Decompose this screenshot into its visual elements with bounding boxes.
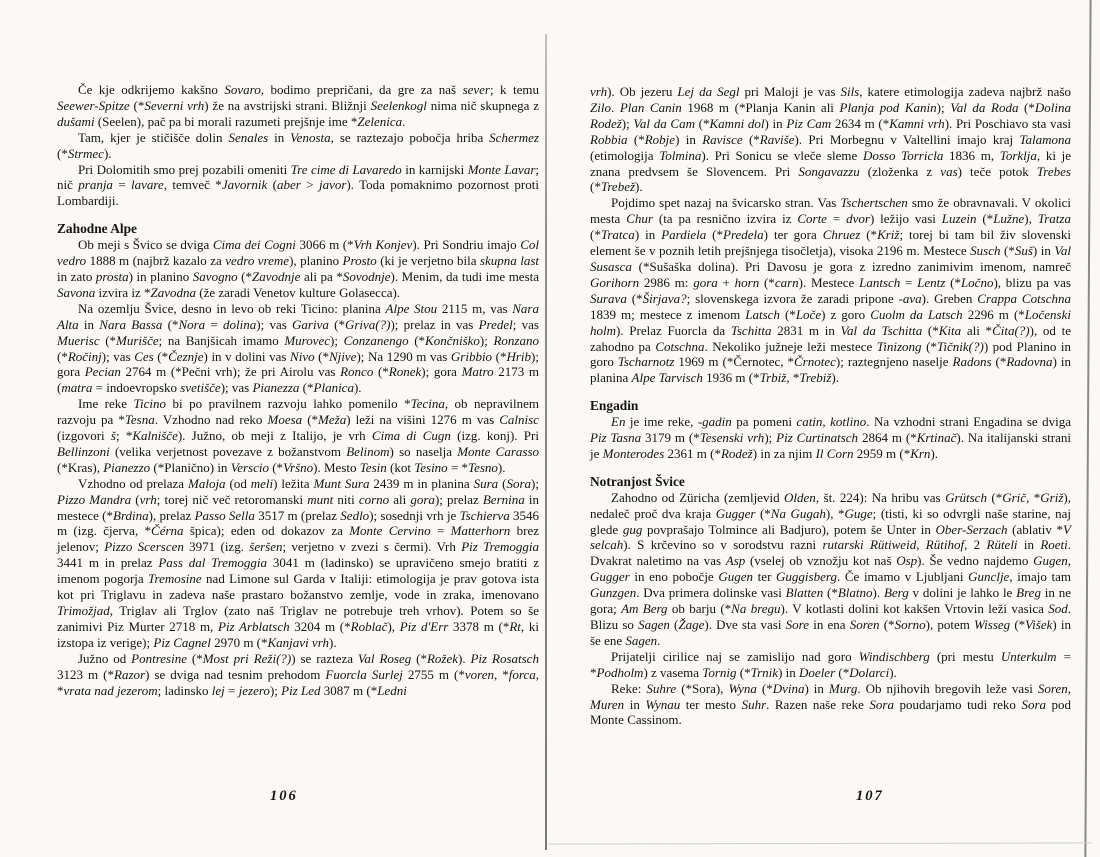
paragraph: vrh). Ob jezeru Lej da Segl pri Maloji je vas Sils, katere etimologija zadeva najbrž našo Zilo. Plan Canin 1968 m (*Planja Kanin ali Planja pod Kanin); Val da Roda (*Dolina Rodež); Val da Cam (*Kamni dol) in Piz Cam 2634 m (*Kamni vrh). Pri Poschiavo sta vasi Robbia (*Robje) in Ravisce (*Raviše). Pri Morbegnu v Valtellini imajo kraj Talamona (etimologija Tolmina). Pri Sonicu se vleče sleme Dosso Torricla 1836 m, Torklja, ki je znana predvsem še Slovencem. Pri Songavazzu (zloženka z vas) teče potok Trebes (*Trebež). bbox=[590, 84, 1072, 195]
scan-bottom-line bbox=[548, 842, 1092, 844]
paragraph: Pri Dolomitih smo prej pozabili omeniti Tre cime di Lavaredo in karnijski Monte Lavar; nič pranja = lavare, temveč *Javornik (aber > javor). Toda pomaknimo pozornost proti Lombardiji. bbox=[57, 161, 540, 209]
paragraph: Tam, kjer je stičišče dolin Senales in Venosta, se raztezajo pobočja hriba Schermez (*Strmec). bbox=[57, 129, 539, 161]
paragraph: Ime reke Ticino bi po pravilnem razvoju lahko pomenilo *Tecina, ob nepravilnem razvoju pa *Tesna. Vzhodno nad reko Moesa (*Meža) leži na višini 1276 m vas Calnisc (izgovori š; *Kalnišče). Južno, ob meji z Italijo, je vrh Cima di Cugn (izg. konj). Pri Bellinzoni (velika verjetnost povezave z božanstvom Belinom) so naselja Monte Carasso (*Kras), Pianezzo (*Planično) in Verscio (*Vršno). Mesto Tesin (kot Tesino = *Tesno). bbox=[57, 396, 540, 475]
page-number-left: 106 bbox=[270, 788, 298, 804]
right-page bbox=[590, 84, 1071, 728]
section-heading: Engadin bbox=[590, 398, 639, 414]
paragraph: Na ozemlju Švice, desno in levo ob reki Ticino: planina Alpe Stou 2115 m, vas Nara Alta in Nara Bassa (*Nora = dolina); vas Gariva (*Griva(?)); prelaz in vas Predel; vas Muerisc (*Murišče; na Banjšicah imamo Murovec); Conzanengo (*Končniško); Ronzano (*Ročinj); vas Ces (*Čeznje) in v dolini vas Nivo (*Njive); Na 1290 m vas Gribbio (*Hrib); gora Pecian 2764 m (*Pečni vrh); že pri Airolu vas Ronco (*Ronek); gora Matro 2173 m (matra = indoevropsko svetišče); vas Pianezza (*Planica). bbox=[57, 300, 539, 396]
scan-edge-line bbox=[1084, 0, 1091, 857]
paragraph: En je ime reke, -gadin pa pomeni catin, kotlino. Na vzhodni strani Engadina se dviga Piz Tasna 3179 m (*Tesenski vrh); Piz Curtinatsch 2864 m (*Krtinač). Na italijanski strani je Monterodes 2361 m (*Rodež) in za njim Il Corn 2959 m (*Krn). bbox=[590, 414, 1072, 461]
paragraph: Zahodno od Züricha (zemljevid Olden, št. 224): Na hribu vas Grütsch (*Grič, *Griž), nedaleč proč dva kraja Gugger (*Na Gugah), *Guge; (tisti, ki so odvrgli naše starine, naj glede gug povprašajo Tolmince ali Badjuro), potem še Unter in Ober-Serzach (ablativ *V selcah). S krčevino so v sorodstvu razni rutarski Rütiweid, Rütihof, 2 Rüteli in Roeti. Dvakrat naletimo na vas Asp (vselej ob vznožju kot naš Osp). Še vedno najdemo Gugen, Gugger in eno pobočje Gugen ter Guggisberg. Če imamo v Ljubljani Gunclje, imajo tam Gunzgen. Dva primera dolinske vasi Blatten (*Blatno). Berg v dolini je lahko le Breg in ne gora; Am Berg ob barju (*Na bregu). V kotlasti dolini kot kakšen Vrtovin leži vasica Sod. Blizu so Sagen (Žage). Dve sta vasi Sore in ena Soren (*Sorno), potem Wisseg (*Višek) in še ene Sagen. bbox=[590, 489, 1072, 648]
left-page bbox=[57, 82, 539, 698]
paragraph: Južno od Pontresine (*Most pri Reži(?)) se razteza Val Roseg (*Rožek). Piz Rosatsch 3123 m (*Razor) se dviga nad tesnim prehodom Fuorcla Surlej 2755 m (*voren, *forca, *vrata nad jezerom; ladinsko lej = jezero); Piz Led 3087 m (*Ledni bbox=[57, 650, 540, 698]
paragraph: Ob meji s Švico se dviga Cima dei Cogni 3066 m (*Vrh Konjev). Pri Sondriu imajo Col vedro 1888 m (najbrž kazalo za vedro vreme), planino Prosto (ki je verjetno bila skupna last in zato prosta) in planino Savogno (*Zavodnje ali pa *Sovodnje). Menim, da tudi ime mesta Savona izvira iz *Zavodna (že zaradi Venetov kulture Golasecca). bbox=[57, 237, 540, 300]
paragraph: Prijatelji cirilice naj se zamislijo nad goro Windischberg (pri mestu Unterkulm = *Podholm) z vasema Tornig (*Trnik) in Doeler (*Dolarci). bbox=[590, 648, 1071, 680]
paragraph: Če kje odkrijemo kakšno Sovaro, bodimo prepričani, da gre za naš sever; k temu Seewer-Spitze (*Severni vrh) že na avstrijski strani. Bližnji Seelenkogl nima nič skupnega z dušami (Seelen), pač pa bi morali razumeti prejšnje ime *Zelenica. bbox=[57, 82, 540, 129]
paragraph: Pojdimo spet nazaj na švicarsko stran. Vas Tschertschen smo že obravnavali. V okolici mesta Chur (ta pa resnično izvira iz Corte = dvor) ležijo vasi Luzein (*Lužne), Tratza (*Tratca) in Pardiela (*Predela) ter gora Chruez (*Križ; torej bi tam bil živ slovenski element še v poznih letih prejšnjega tisočletja), visoka 2196 m. Mestece Susch (*Suš) in Val Susasca (*Sušaška dolina). Pri Davosu je gora z izredno zanimivim imenom, namreč Gorihorn 2986 m: gora + horn (*carn). Mestece Lantsch = Lentz (*Ločno), blizu pa vas Surava (*Širjava?; slovenskega izvora že zaradi pripone -ava). Greben Crappa Cotschna 1839 m; mestece z imenom Latsch (*Loče) z goro Cuolm da Latsch 2296 m (*Ločenski holm). Prelaz Fuorcla da Tschitta 2831 m in Val da Tschitta (*Kita ali *Čita(?)), od te zahodno pa Cotschna. Nekoliko južneje leži mestece Tinizong (*Tičnik(?)) pod Planino in goro Tscharnotz 1969 m (*Černotec, *Črnotec); raztegnjeno naselje Radons (*Radovna) in planina Alpe Tarvisch 1936 m (*Trbiž, *Trebiž). bbox=[590, 195, 1072, 386]
paragraph: Vzhodno od prelaza Maloja (od meli) ležita Munt Sura 2439 m in planina Sura (Sora); Pizzo Mandra (vrh; torej nič več retoromanski munt niti corno ali gora); prelaz Bernina in mestece (*Brdina), prelaz Passo Sella 3517 m (prelaz Sedlo); sosednji vrh je Tschierva 3546 m (izg. čjerva, *Čérna špica); eden od dokazov za Monte Cervino = Matterhorn brez jelenov; Pizzo Scerscen 3971 (izg. šeršen; verjetno v zvezi s čermi). Vrh Piz Tremoggia 3441 m in prelaz Pass dal Tremoggia 3041 m (ladinsko) se upravičeno smejo bratiti z imenom pogorja Tremosine nad Limone sul Garda v Italiji: etimologija je prav gotova ista kot pri Triglavu in zadeva naše prastaro božanstvo zemlje, vode in zraka, imenovano Trimožjad, Triglav ali Trglov (zato naš Triglav ne potrebuje treh vrhov). Potem so še zanimivi Piz Murter 2718 m, Piz Arblatsch 3204 m (*Roblač), Piz d'Err 3378 m (*Rt, ki izstopa iz verige); Piz Cagnel 2970 m (*Kanjavi vrh). bbox=[57, 475, 539, 650]
binding-divider bbox=[545, 34, 547, 850]
section-heading: Notranjost Švice bbox=[590, 473, 685, 489]
page-number-right: 107 bbox=[856, 788, 884, 804]
section-heading: Zahodne Alpe bbox=[57, 221, 137, 237]
paragraph: Reke: Suhre (*Sora), Wyna (*Dvina) in Murg. Ob njihovih bregovih leže vasi Soren, Muren in Wynau ter mesto Suhr. Razen naše reke Sora poudarjamo tudi reko Sora pod Monte Cassinom. bbox=[590, 680, 1072, 728]
